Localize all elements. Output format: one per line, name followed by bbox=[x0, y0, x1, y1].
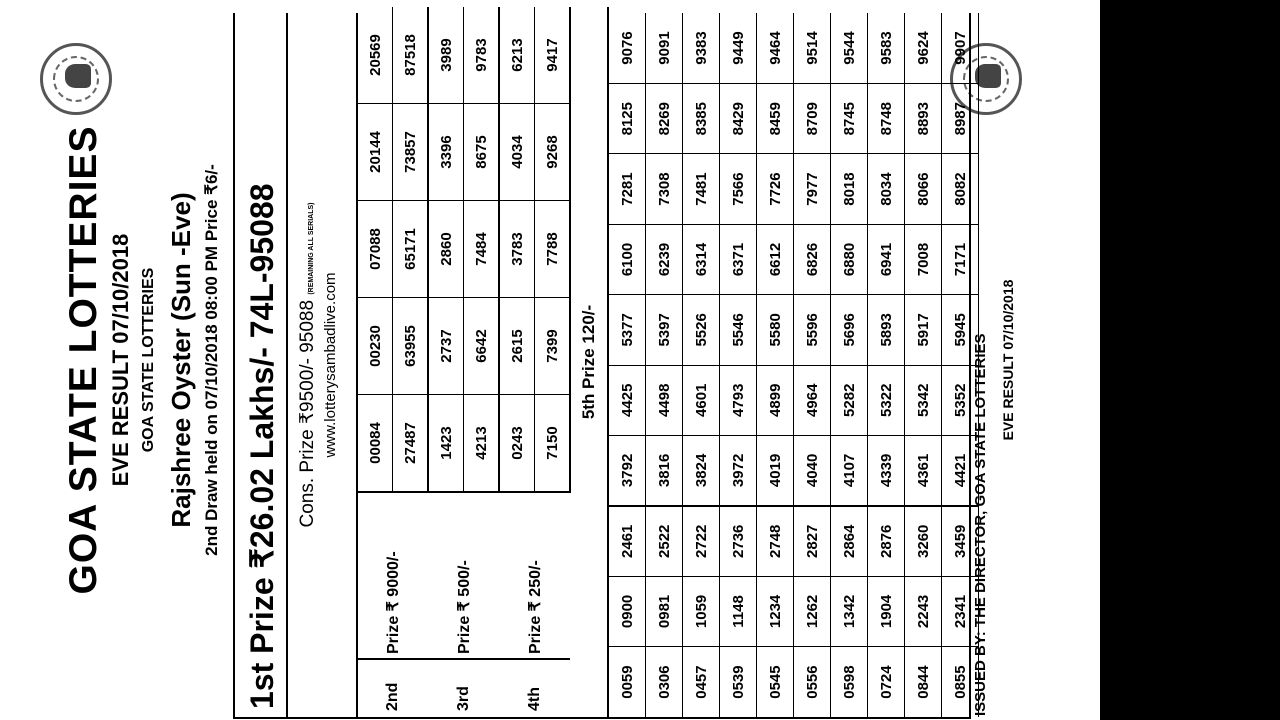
prize-rank: 4th bbox=[499, 659, 570, 717]
ticket-number: 9544 bbox=[831, 13, 868, 83]
ticket-number: 0457 bbox=[683, 647, 720, 717]
draw-info: 2nd Draw held on 07/10/2018 08:00 PM Price ₹6/- bbox=[202, 164, 221, 556]
ticket-number: 2827 bbox=[794, 506, 831, 576]
ticket-number: 2736 bbox=[720, 506, 757, 576]
ticket-number: 9076 bbox=[609, 13, 646, 83]
ticket-number: 8125 bbox=[609, 83, 646, 153]
ticket-number: 3816 bbox=[646, 435, 683, 505]
ticket-number: 8034 bbox=[868, 154, 905, 224]
ticket-number: 5546 bbox=[720, 295, 757, 365]
ticket-number: 7481 bbox=[683, 154, 720, 224]
ticket-number: 27487 bbox=[393, 395, 429, 493]
ticket-number: 0724 bbox=[868, 647, 905, 717]
ticket-number: 8269 bbox=[646, 83, 683, 153]
ticket-number: 2864 bbox=[831, 506, 868, 576]
ticket-number: 1059 bbox=[683, 576, 720, 646]
prize-amount: Prize ₹ 9000/- bbox=[358, 492, 428, 659]
ticket-number: 8066 bbox=[905, 154, 942, 224]
ticket-number: 4899 bbox=[757, 365, 794, 435]
ticket-number: 4498 bbox=[646, 365, 683, 435]
ticket-number: 4361 bbox=[905, 435, 942, 505]
ticket-number: 6100 bbox=[609, 224, 646, 294]
ticket-number: 6314 bbox=[683, 224, 720, 294]
ticket-number: 4339 bbox=[868, 435, 905, 505]
fifth-prize-row bbox=[905, 13, 942, 717]
ticket-number: 5377 bbox=[609, 295, 646, 365]
ticket-number: 3824 bbox=[683, 435, 720, 505]
ticket-number: 8385 bbox=[683, 83, 720, 153]
ticket-number: 0844 bbox=[905, 647, 942, 717]
fifth-prize-row bbox=[831, 13, 868, 717]
ticket-number: 0306 bbox=[646, 647, 683, 717]
ticket-number: 6941 bbox=[868, 224, 905, 294]
ticket-number: 5580 bbox=[757, 295, 794, 365]
ticket-number: 3459 bbox=[942, 506, 979, 576]
ticket-number: 2876 bbox=[868, 506, 905, 576]
ticket-number: 7281 bbox=[609, 154, 646, 224]
ticket-number: 5596 bbox=[794, 295, 831, 365]
ticket-number: 20144 bbox=[358, 104, 393, 201]
ticket-number: 6612 bbox=[757, 224, 794, 294]
ticket-number: 2461 bbox=[609, 506, 646, 576]
ticket-number: 6239 bbox=[646, 224, 683, 294]
ticket-number: 4040 bbox=[794, 435, 831, 505]
ticket-number: 5282 bbox=[831, 365, 868, 435]
fifth-prize-row bbox=[868, 13, 905, 717]
ticket-number: 5397 bbox=[646, 295, 683, 365]
ticket-number: 5893 bbox=[868, 295, 905, 365]
ticket-number: 8745 bbox=[831, 83, 868, 153]
ticket-number: 2748 bbox=[757, 506, 794, 576]
ticket-number: 1342 bbox=[831, 576, 868, 646]
results-table bbox=[233, 13, 971, 719]
website-link[interactable]: www.lotterysambadlive.com bbox=[322, 272, 339, 458]
consolation-text: Cons. Prize ₹9500/- 95088 bbox=[297, 299, 318, 528]
ticket-number: 9783 bbox=[464, 7, 500, 104]
ticket-number: 0598 bbox=[831, 647, 868, 717]
ticket-number: 5696 bbox=[831, 295, 868, 365]
ticket-number: 8748 bbox=[868, 83, 905, 153]
ticket-number: 8675 bbox=[464, 104, 500, 201]
ticket-number: 3972 bbox=[720, 435, 757, 505]
ticket-number: 5342 bbox=[905, 365, 942, 435]
ticket-number: 9514 bbox=[794, 13, 831, 83]
ticket-number: 7566 bbox=[720, 154, 757, 224]
ticket-number: 07088 bbox=[358, 201, 393, 298]
ticket-number: 4213 bbox=[464, 395, 500, 493]
ticket-number: 9449 bbox=[720, 13, 757, 83]
fifth-prize-header bbox=[570, 7, 608, 717]
ticket-number: 4034 bbox=[499, 104, 535, 201]
ticket-number: 4107 bbox=[831, 435, 868, 505]
ticket-number: 0900 bbox=[609, 576, 646, 646]
prize-rank: 3rd bbox=[428, 659, 499, 717]
ticket-number: 3783 bbox=[499, 201, 535, 298]
ticket-number: 8459 bbox=[757, 83, 794, 153]
prize-amount: Prize ₹ 500/- bbox=[428, 492, 499, 659]
ticket-number: 6642 bbox=[464, 298, 500, 395]
ticket-number: 87518 bbox=[393, 7, 429, 104]
fifth-prize-row bbox=[683, 13, 720, 717]
prize-grid bbox=[358, 13, 979, 717]
ticket-number: 7484 bbox=[464, 201, 500, 298]
authority-name: GOA STATE LOTTERIES bbox=[140, 267, 157, 453]
ticket-number: 0243 bbox=[499, 395, 535, 493]
ticket-number: 9268 bbox=[535, 104, 571, 201]
issued-by: ISSUED BY: THE DIRECTOR, GOA STATE LOTTERIES bbox=[972, 333, 989, 716]
ticket-number: 7008 bbox=[905, 224, 942, 294]
ticket-number: 1234 bbox=[757, 576, 794, 646]
ticket-number: 1262 bbox=[794, 576, 831, 646]
ticket-number: 2522 bbox=[646, 506, 683, 576]
fifth-prize-row bbox=[794, 13, 831, 717]
fifth-prize-label: 5th Prize 120/- bbox=[570, 7, 608, 717]
ticket-number: 8893 bbox=[905, 83, 942, 153]
ticket-number: 5322 bbox=[868, 365, 905, 435]
ticket-number: 7150 bbox=[535, 395, 571, 493]
ticket-number: 00230 bbox=[358, 298, 393, 395]
ticket-number: 4421 bbox=[942, 435, 979, 505]
ticket-number: 7308 bbox=[646, 154, 683, 224]
fifth-prize-row bbox=[609, 13, 646, 717]
ticket-number: 0059 bbox=[609, 647, 646, 717]
footer-text: EVE RESULT 07/10/2018 bbox=[1000, 279, 1016, 441]
fifth-prize-row bbox=[646, 13, 683, 717]
ticket-number: 9383 bbox=[683, 13, 720, 83]
ticket-number: 2341 bbox=[942, 576, 979, 646]
ticket-number: 2722 bbox=[683, 506, 720, 576]
ticket-number: 7788 bbox=[535, 201, 571, 298]
ticket-number: 3989 bbox=[428, 7, 464, 104]
ticket-number: 7977 bbox=[794, 154, 831, 224]
ticket-number: 1904 bbox=[868, 576, 905, 646]
ticket-number: 0855 bbox=[942, 647, 979, 717]
ticket-number: 2860 bbox=[428, 201, 464, 298]
ticket-number: 0556 bbox=[794, 647, 831, 717]
ticket-number: 3260 bbox=[905, 506, 942, 576]
ticket-number: 9417 bbox=[535, 7, 571, 104]
ticket-number: 2243 bbox=[905, 576, 942, 646]
ticket-number: 0539 bbox=[720, 647, 757, 717]
lottery-name: Rajshree Oyster (Sun -Eve) bbox=[166, 192, 196, 528]
ticket-number: 2737 bbox=[428, 298, 464, 395]
ticket-number: 1423 bbox=[428, 395, 464, 493]
ticket-number: 9091 bbox=[646, 13, 683, 83]
ticket-number: 8987 bbox=[942, 83, 979, 153]
ticket-number: 8082 bbox=[942, 154, 979, 224]
ticket-number: 20569 bbox=[358, 7, 393, 104]
first-prize: 1st Prize ₹26.02 Lakhs/- 74L-95088 bbox=[235, 13, 288, 717]
ticket-number: 8018 bbox=[831, 154, 868, 224]
ticket-number: 3792 bbox=[609, 435, 646, 505]
ticket-number: 9624 bbox=[905, 13, 942, 83]
prize-amount: Prize ₹ 250/- bbox=[499, 492, 570, 659]
ticket-number: 7726 bbox=[757, 154, 794, 224]
ticket-number: 0981 bbox=[646, 576, 683, 646]
ticket-number: 63955 bbox=[393, 298, 429, 395]
fifth-prize-row bbox=[720, 13, 757, 717]
ticket-number: 8709 bbox=[794, 83, 831, 153]
consolation-note: (REMAINING ALL SERIALS) bbox=[308, 202, 315, 295]
ticket-number: 2615 bbox=[499, 298, 535, 395]
ticket-number: 0545 bbox=[757, 647, 794, 717]
ticket-number: 73857 bbox=[393, 104, 429, 201]
ticket-number: 4793 bbox=[720, 365, 757, 435]
ticket-number: 65171 bbox=[393, 201, 429, 298]
ticket-number: 4964 bbox=[794, 365, 831, 435]
ticket-number: 00084 bbox=[358, 395, 393, 493]
ticket-number: 4425 bbox=[609, 365, 646, 435]
ticket-number: 6880 bbox=[831, 224, 868, 294]
ticket-number: 3396 bbox=[428, 104, 464, 201]
ticket-number: 5352 bbox=[942, 365, 979, 435]
result-subtitle: EVE RESULT 07/10/2018 bbox=[108, 233, 133, 487]
ticket-number: 9907 bbox=[942, 13, 979, 83]
prize-row bbox=[358, 7, 393, 717]
prize-rank: 2nd bbox=[358, 659, 428, 717]
ticket-number: 6371 bbox=[720, 224, 757, 294]
ticket-number: 4019 bbox=[757, 435, 794, 505]
prize-row bbox=[499, 7, 535, 717]
page-title: GOA STATE LOTTERIES bbox=[62, 125, 105, 595]
consolation-prize bbox=[288, 13, 358, 717]
ticket-number: 4601 bbox=[683, 365, 720, 435]
fifth-prize-row bbox=[757, 13, 794, 717]
ticket-number: 1148 bbox=[720, 576, 757, 646]
ticket-number: 5945 bbox=[942, 295, 979, 365]
ticket-number: 7399 bbox=[535, 298, 571, 395]
prize-row bbox=[428, 7, 464, 717]
ticket-number: 5526 bbox=[683, 295, 720, 365]
ticket-number: 6213 bbox=[499, 7, 535, 104]
ticket-number: 5917 bbox=[905, 295, 942, 365]
ticket-number: 7171 bbox=[942, 224, 979, 294]
ticket-number: 6826 bbox=[794, 224, 831, 294]
ticket-number: 9583 bbox=[868, 13, 905, 83]
ticket-number: 8429 bbox=[720, 83, 757, 153]
ticket-number: 9464 bbox=[757, 13, 794, 83]
